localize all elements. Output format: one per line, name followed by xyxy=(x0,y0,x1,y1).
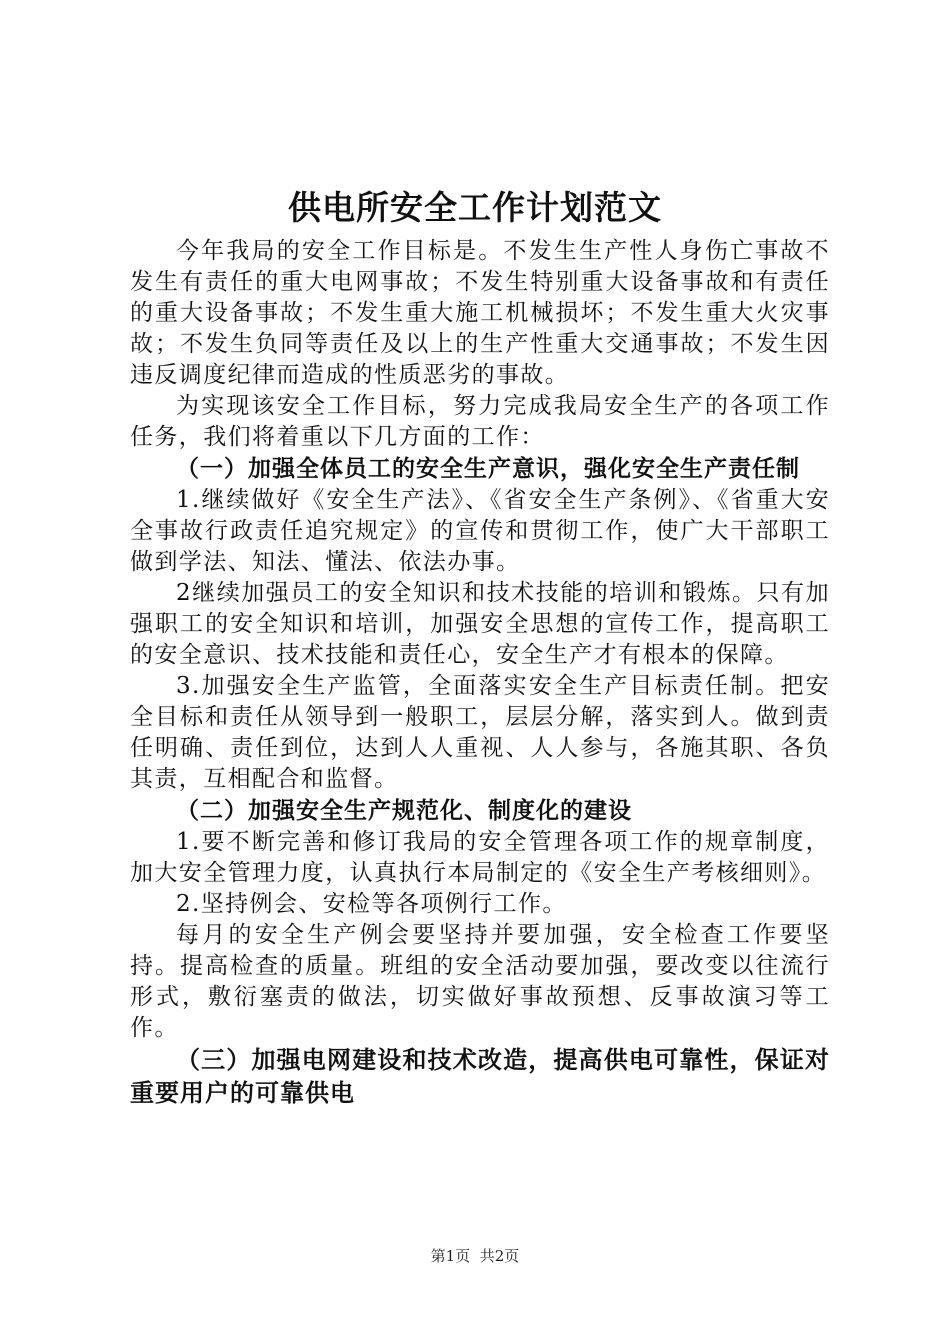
page-number: 第1页 xyxy=(430,1247,471,1265)
page-footer xyxy=(0,1246,950,1266)
paragraph-intro-tasks: 为实现该安全工作目标，努力完成我局安全生产的各项工作任务，我们将着重以下几方面的工作： xyxy=(130,393,830,450)
paragraph-item-2-2: 2.坚持例会、安检等各项例行工作。 xyxy=(176,891,567,917)
document-title: 供电所安全工作计划范文 xyxy=(288,188,662,227)
paragraph-item-1-2: 2继续加强员工的安全知识和技术技能的培训和锻炼。只有加强职工的安全知识和培训，加强安全思想的宣传工作，提高职工的安全意识、技术技能和责任心，安全生产才有根本的保障。 xyxy=(130,580,830,668)
section-heading-3: （三）加强电网建设和技术改造，提高供电可靠性，保证对重要用户的可靠供电 xyxy=(130,1046,830,1107)
paragraph-item-1-1: 1.继续做好《安全生产法》、《省安全生产条例》、《省重大安全事故行政责任追究规定》的宣传和贯彻工作，使广大干部职工做到学法、知法、懂法、依法办事。 xyxy=(130,487,830,575)
paragraph-item-1-3: 3.加强安全生产监管，全面落实安全生产目标责任制。把安全目标和责任从领导到一般职工，层层分解，落实到人。做到责任明确、责任到位，达到人人重视、人人参与，各施其职、各负其责，互相配合和监督。 xyxy=(130,673,830,792)
paragraph-item-2-1: 1.要不断完善和修订我局的安全管理各项工作的规章制度，加大安全管理力度，认真执行本局制定的《安全生产考核细则》。 xyxy=(130,829,830,886)
page-total: 共2页 xyxy=(479,1247,520,1265)
section-heading-2: （二）加强安全生产规范化、制度化的建设 xyxy=(176,798,632,824)
paragraph-safety-goals: 今年我局的安全工作目标是。不发生生产性人身伤亡事故不发生有责任的重大电网事故；不发生特别重大设备事故和有责任的重大设备事故；不发生重大施工机械损坏；不发生重大火灾事故；不发生负同等责任及以上的生产性重大交通事故；不发生因违反调度纪律而造成的性质恶劣的事故。 xyxy=(130,238,830,388)
section-heading-1: （一）加强全体员工的安全生产意识，强化安全生产责任制 xyxy=(176,456,800,482)
document-body xyxy=(130,236,830,1110)
paragraph-monthly-meeting: 每月的安全生产例会要坚持并要加强，安全检查工作要坚持。提高检查的质量。班组的安全活动要加强，要改变以往流行形式，敷衍塞责的做法，切实做好事故预想、反事故演习等工作。 xyxy=(130,922,830,1041)
